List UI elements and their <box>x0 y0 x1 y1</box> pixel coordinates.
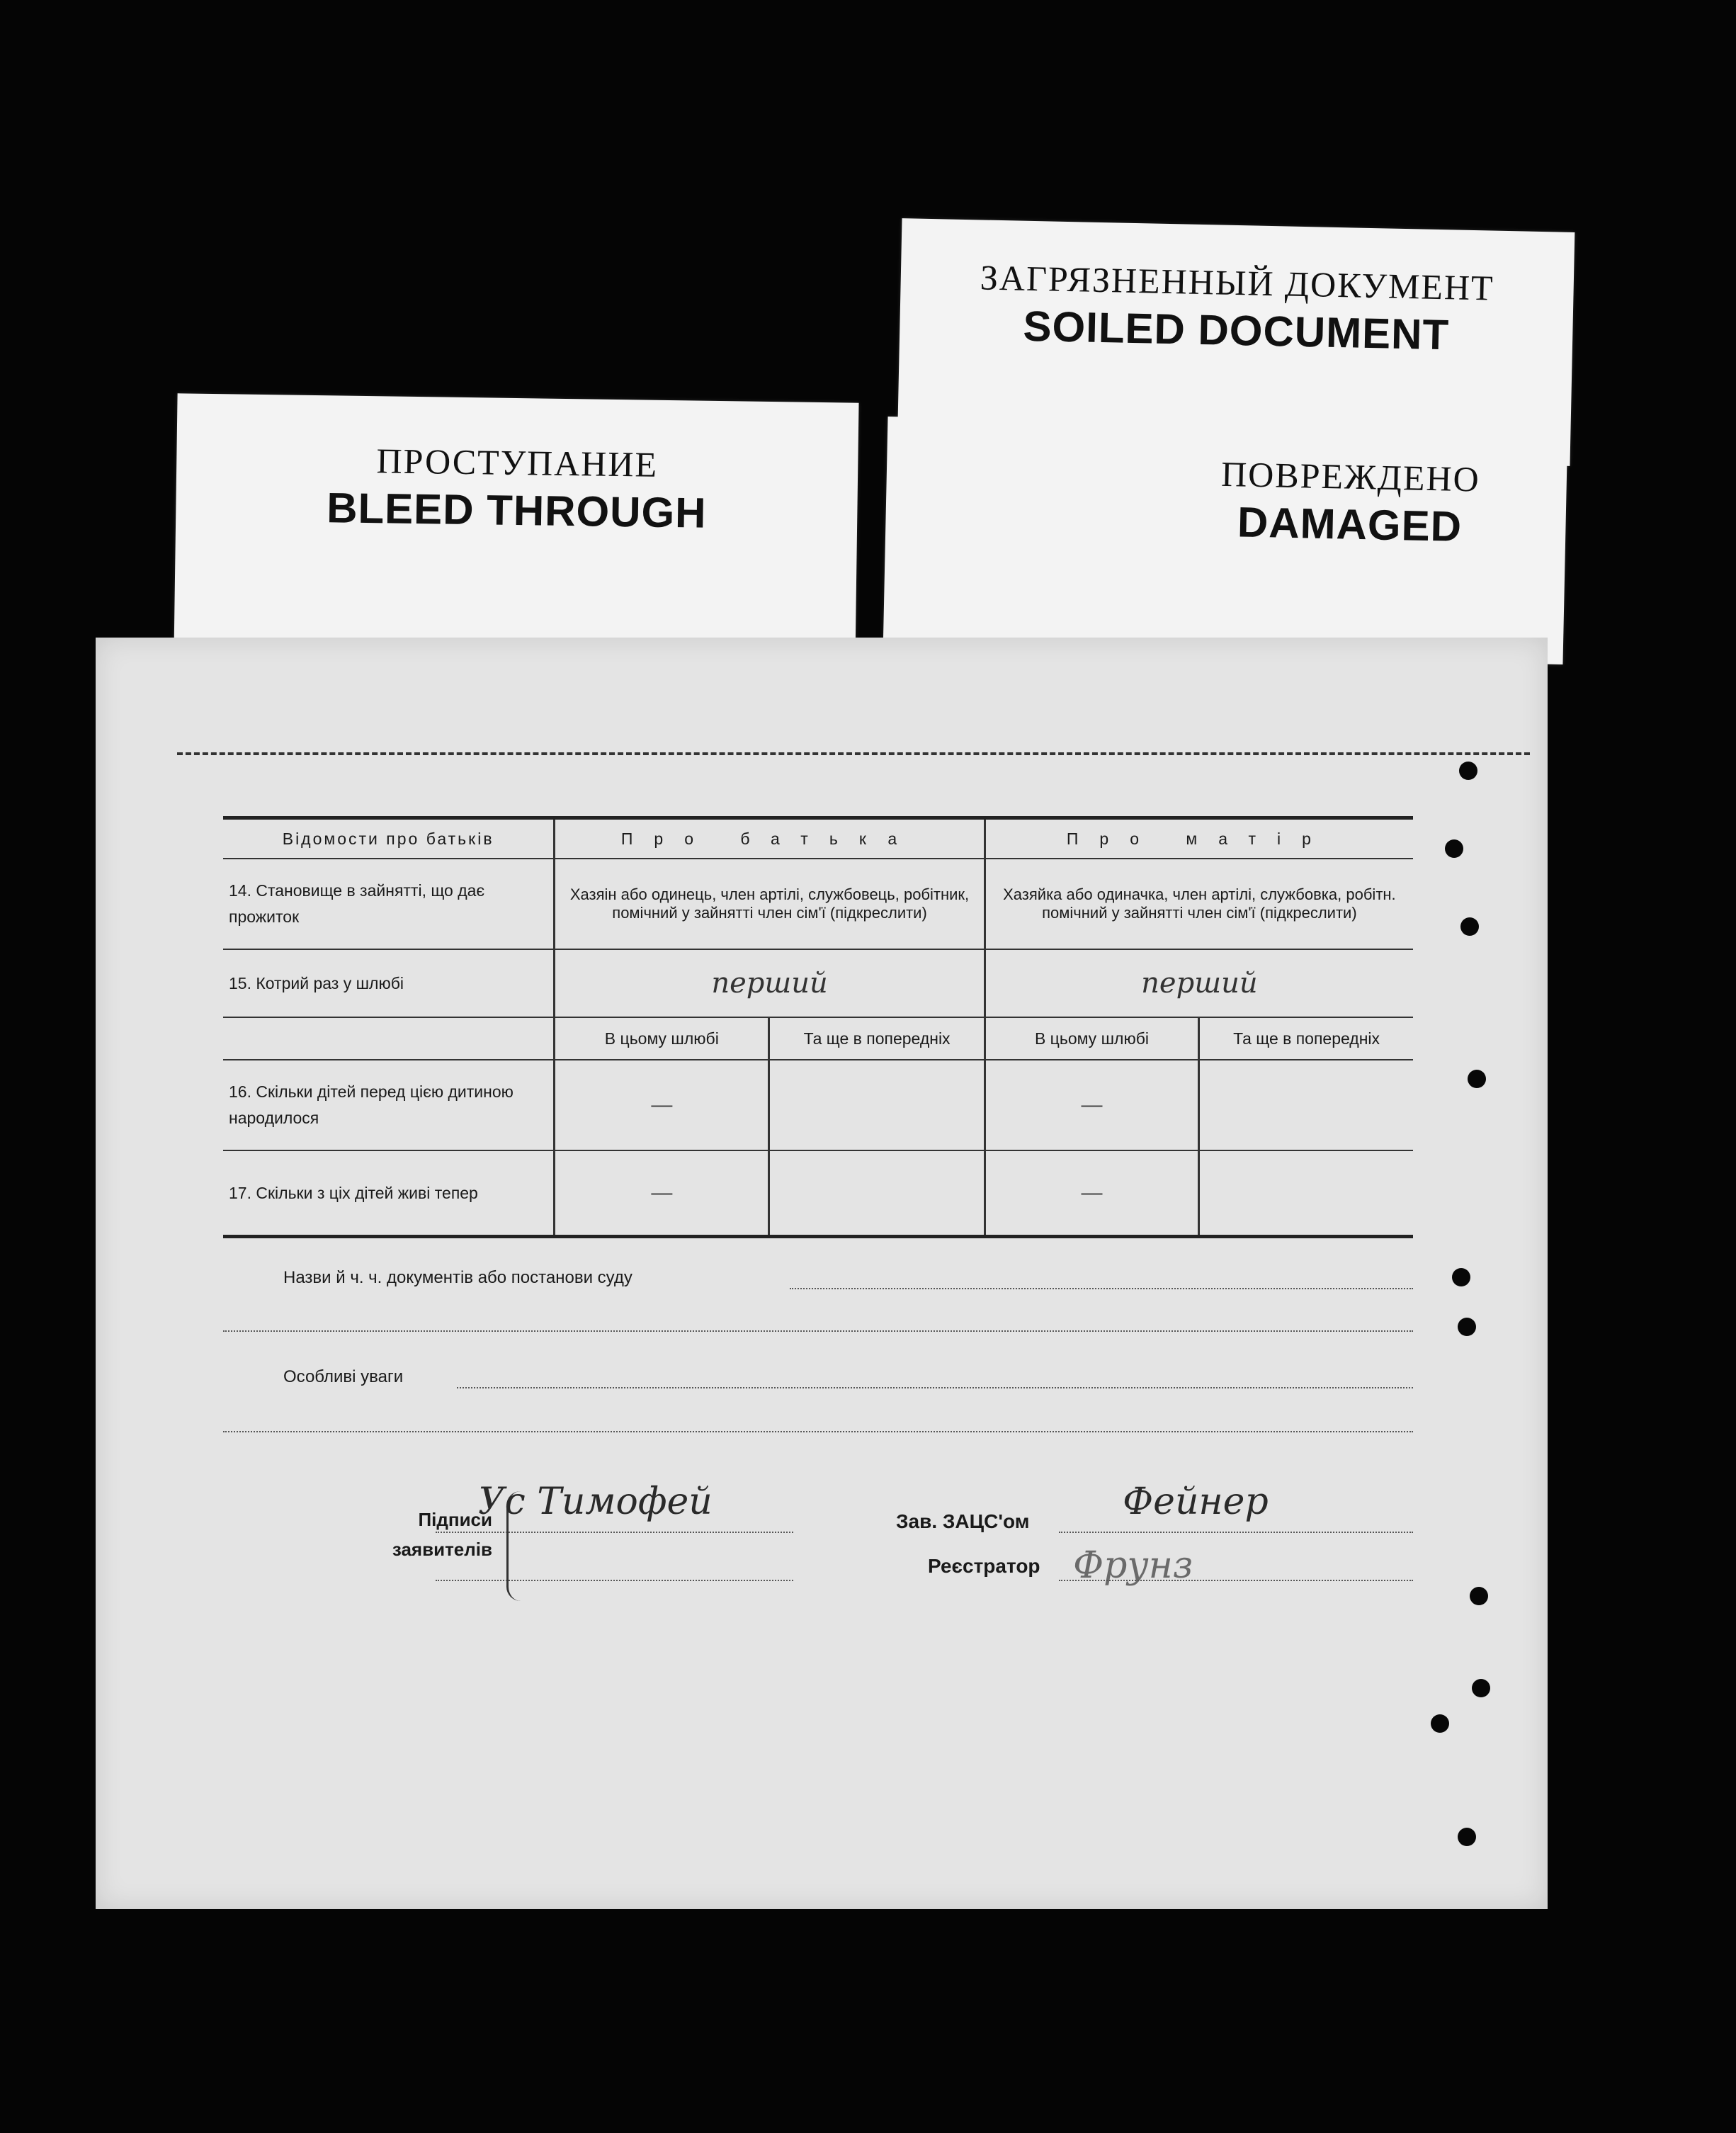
damaged-en-label: DAMAGED <box>1237 498 1463 550</box>
punch-hole <box>1452 1268 1470 1286</box>
table-subheader-row <box>223 1017 1413 1060</box>
applicant-sig-line-1 <box>436 1532 793 1533</box>
table-row-q16 <box>223 1060 1413 1150</box>
cut-line-divider <box>177 752 1530 755</box>
subheader-father-this: В цьому шлюбі <box>555 1017 769 1060</box>
bleed-through-card <box>174 393 858 664</box>
punch-hole <box>1460 917 1479 936</box>
q17-mother-prev <box>1199 1150 1413 1237</box>
soiled-en-label: SOILED DOCUMENT <box>1022 302 1450 359</box>
bleed-en-label: BLEED THROUGH <box>326 484 707 537</box>
q14-mother-options: Хазяйка або одиначка, член артілі, службовка, робітн. помічний у зайнятті член сім'ї (підкреслити) <box>985 859 1413 949</box>
registrar-label: Реєстратор <box>928 1555 1040 1577</box>
punch-hole <box>1458 1318 1476 1336</box>
q17-label: 17. Скільки з ціх дітей живі тепер <box>223 1150 555 1237</box>
q15-label: 15. Котрий раз у шлюбі <box>223 949 555 1017</box>
head-zags-label: Зав. ЗАЦС'ом <box>896 1510 1030 1532</box>
header-parents-info: Відомости про батьків <box>223 818 555 859</box>
documents-dotted-line-2 <box>223 1330 1413 1332</box>
q16-father-prev <box>769 1060 985 1150</box>
damaged-card <box>883 417 1568 664</box>
table-row-q15 <box>223 949 1413 1017</box>
q17-mother-this: — <box>985 1150 1198 1237</box>
header-mother: Про матір <box>985 818 1413 859</box>
applicants-label-line1: Підписи <box>418 1509 492 1530</box>
applicant-signature: Ус Тимофей <box>478 1481 713 1523</box>
applicant-sig-line-2 <box>436 1580 793 1581</box>
table-row-q17 <box>223 1150 1413 1237</box>
head-zags-sig-line <box>1059 1532 1413 1533</box>
q17-father-prev <box>769 1150 985 1237</box>
punch-hole <box>1458 1828 1476 1846</box>
q17-father-this: — <box>555 1150 769 1237</box>
q16-mother-this: — <box>985 1060 1198 1150</box>
punch-hole <box>1459 762 1477 780</box>
head-zags-signature: Фейнер <box>1123 1481 1269 1523</box>
registrar-signature: Фрунз <box>1073 1544 1193 1587</box>
q15-father-value: перший <box>555 949 985 1017</box>
applicants-signature-label <box>273 1505 492 1564</box>
q16-mother-prev <box>1199 1060 1413 1150</box>
punch-hole <box>1445 839 1463 858</box>
punch-hole <box>1472 1679 1490 1697</box>
bleed-ru-label: ПРОСТУПАНИЕ <box>376 441 659 485</box>
header-father: Про батька <box>555 818 985 859</box>
punch-hole <box>1470 1587 1488 1605</box>
soiled-ru-label: ЗАГРЯЗНЕННЫЙ ДОКУМЕНТ <box>980 257 1495 308</box>
subheader-mother-this: В цьому шлюбі <box>985 1017 1198 1060</box>
q16-label: 16. Скільки дітей перед цією дитиною народилося <box>223 1060 555 1150</box>
table-header-row <box>223 818 1413 859</box>
documents-dotted-line <box>790 1288 1413 1289</box>
subheader-father-prev: Та ще в попередніх <box>769 1017 985 1060</box>
notes-dotted-line-2 <box>223 1431 1413 1432</box>
q15-mother-value: перший <box>985 949 1413 1017</box>
punch-hole <box>1431 1714 1449 1733</box>
table-row-q14 <box>223 859 1413 949</box>
subheader-empty-cell <box>223 1017 555 1060</box>
q14-label: 14. Становище в зайнятті, що дає прожиток <box>223 859 555 949</box>
damaged-ru-label: ПОВРЕЖДЕНО <box>1220 453 1481 499</box>
notes-dotted-line <box>457 1387 1413 1388</box>
q14-father-options: Хазяін або одинець, член артілі, службовець, робітник, помічний у зайнятті член сім'ї (підкреслити) <box>555 859 985 949</box>
notes-label: Особливі уваги <box>283 1367 404 1386</box>
documents-label: Назви й ч. ч. документів або постанови суду <box>283 1268 632 1287</box>
punch-hole <box>1468 1070 1486 1088</box>
document-sheet <box>96 638 1548 1909</box>
subheader-mother-prev: Та ще в попередніх <box>1199 1017 1413 1060</box>
parents-info-table <box>223 816 1413 1238</box>
applicants-label-line2: заявителів <box>392 1538 492 1560</box>
q16-father-this: — <box>555 1060 769 1150</box>
registrar-sig-line <box>1059 1580 1413 1581</box>
